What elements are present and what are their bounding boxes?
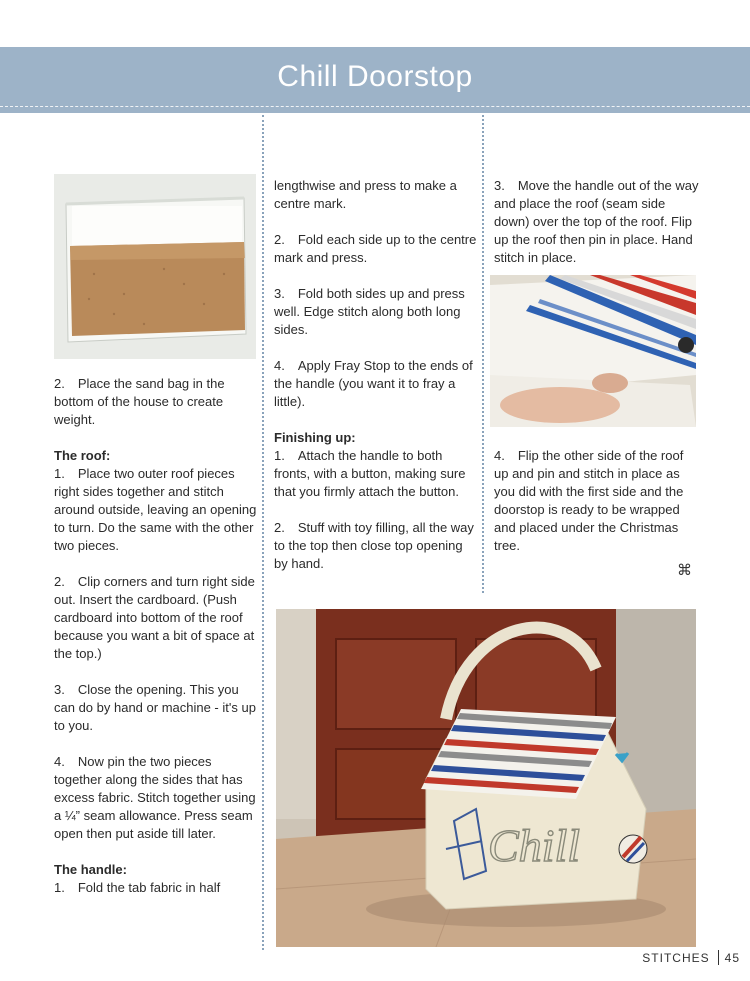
assembly-step-4: 4. Flip the other side of the roof up and pin and stitch in place as you did with the first side and the doorstop is ready to be wrapped and placed under the Christmas tree.: [494, 448, 684, 553]
chill-embroidery: Chill: [488, 820, 581, 871]
footer-divider: [718, 950, 719, 965]
roof-step-2: 2. Clip corners and turn right side out. Insert the cardboard. (Push cardboard into bottom of the roof because you want a bit of space at the top.): [54, 574, 255, 661]
column-divider-right: [482, 115, 484, 593]
page-footer: [0, 950, 740, 965]
text-column-3: [494, 177, 699, 267]
column-divider-left: [262, 115, 264, 950]
finish-step-1: 1. Attach the handle to both fronts, with a button, making sure that you firmly attach the button.: [274, 448, 466, 499]
text-column-2: [274, 177, 479, 573]
roof-step-4: 4. Now pin the two pieces together along the sides that has excess fabric. Stitch together using a ¼” seam allowance. Press seam open then put aside till later.: [54, 754, 256, 841]
handle-step-1: 1. Fold the tab fabric in half: [54, 880, 221, 895]
sandbag-photo: [54, 174, 256, 359]
handle-step-3: 3. Fold both sides up and press well. Edge stitch along both long sides.: [274, 286, 465, 337]
banner-stitch-line: [0, 106, 750, 107]
handle-step-2: 2. Fold each side up to the centre mark and press.: [274, 232, 477, 265]
handle-step-1-continued: lengthwise and press to make a centre mark.: [274, 178, 457, 211]
assembly-step-3: 3. Move the handle out of the way and place the roof (seam side down) over the top of the roof. Flip up the roof then pin in place. Hand stitch in place.: [494, 178, 699, 265]
roof-heading: The roof:: [54, 448, 111, 463]
page-number: 45: [724, 951, 740, 965]
finishing-heading: Finishing up:: [274, 430, 356, 445]
finished-doorstop-photo: [276, 609, 696, 947]
handle-heading: The handle:: [54, 862, 127, 877]
roof-step-1: 1. Place two outer roof pieces right sides together and stitch around outside, leaving an opening to turn. Do the same with the other two pieces.: [54, 466, 257, 553]
text-column-3-lower: [494, 447, 699, 555]
finish-step-2: 2. Stuff with toy filling, all the way to the top then close top opening by hand.: [274, 520, 474, 571]
step-sandbag: 2. Place the sand bag in the bottom of the house to create weight.: [54, 376, 225, 427]
roof-pinning-photo: [490, 275, 696, 427]
roof-step-3: 3. Close the opening. This you can do by hand or machine - it's up to you.: [54, 682, 256, 733]
page-title: Chill Doorstop: [277, 60, 473, 93]
text-column-1: [54, 375, 259, 897]
end-of-article-icon: ⌘: [677, 562, 692, 579]
magazine-name: STITCHES: [642, 951, 710, 965]
handle-step-4: 4. Apply Fray Stop to the ends of the handle (you want it to fray a little).: [274, 358, 473, 409]
